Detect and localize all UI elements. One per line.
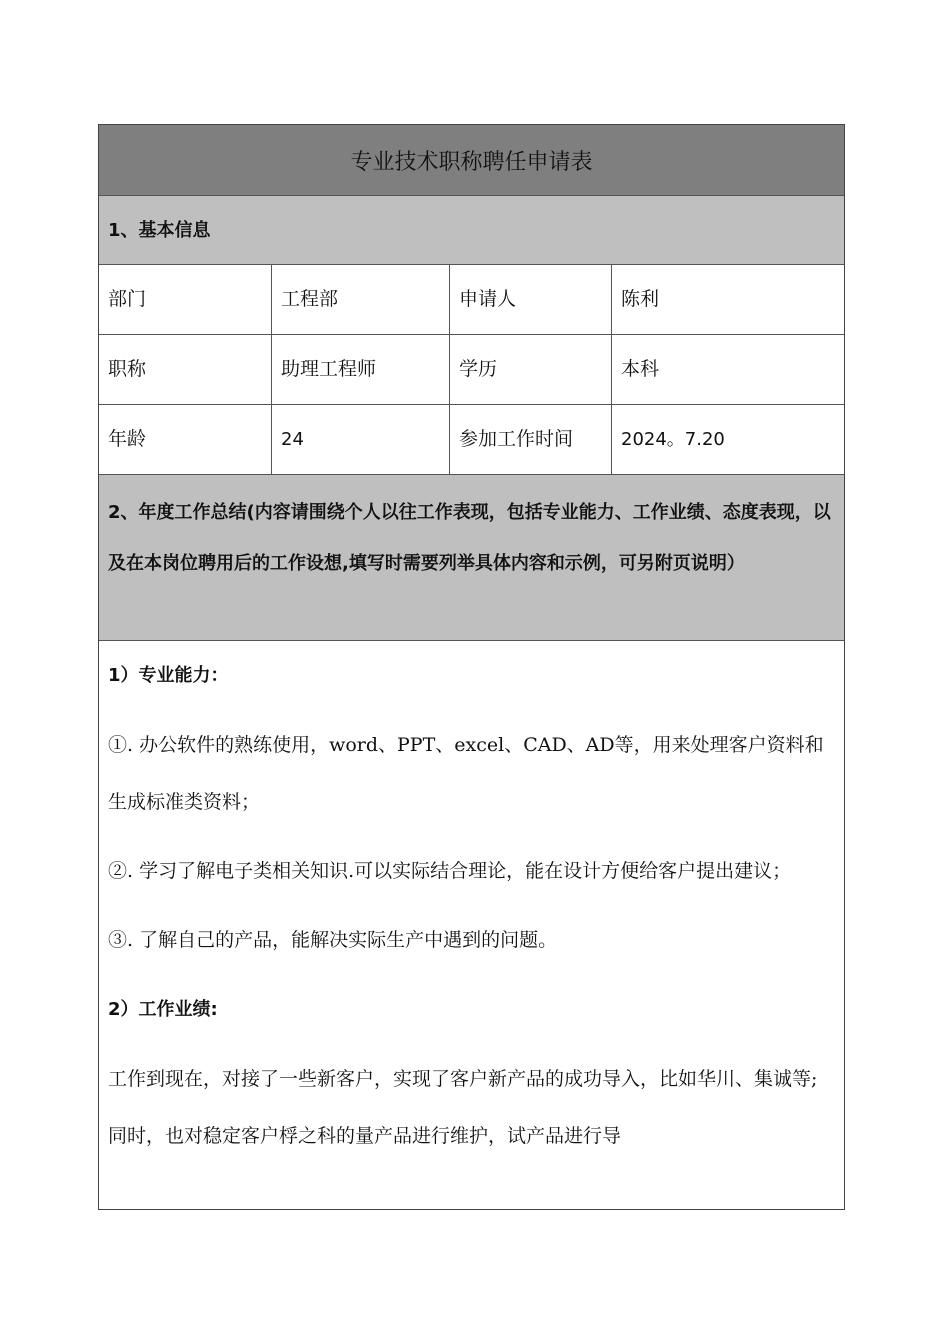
work-performance-heading: 2）工作业绩: [108, 999, 218, 1020]
section-basic-info-header [99, 195, 844, 264]
section-basic-info-heading: 1、基本信息 [108, 220, 211, 241]
label-job-title: 职称 [108, 358, 147, 380]
professional-item-1: ①. 办公软件的熟练使用，word、PPT、excel、CAD、AD等，用来处理客户资料和生成标准类资料； [108, 734, 824, 813]
value-start-date: 2024。7.20 [611, 405, 844, 474]
work-summary-body-row [99, 640, 844, 1209]
work-performance-text: 工作到现在，对接了一些新客户，实现了客户新产品的成功导入，比如华川、集诚等;同时，也对稳定客户桴之科的量产品进行维护，试产品进行导 [108, 1068, 818, 1147]
form-title-row [99, 125, 844, 195]
professional-item-2: ②. 学习了解电子类相关知识.可以实际结合理论，能在设计方便给客户提出建议； [108, 860, 792, 882]
label-age: 年龄 [108, 428, 147, 450]
info-row-department [99, 264, 844, 334]
form-title: 专业技术职称聘任申请表 [350, 149, 593, 175]
value-age: 24 [271, 405, 449, 474]
label-department: 部门 [108, 288, 147, 310]
value-applicant: 陈利 [611, 265, 844, 334]
professional-item-3: ③. 了解自己的产品，能解决实际生产中遇到的问题。 [108, 929, 558, 951]
value-education: 本科 [611, 335, 844, 404]
label-applicant: 申请人 [449, 265, 611, 334]
label-education: 学历 [449, 335, 611, 404]
application-form [98, 124, 845, 1210]
professional-ability-heading: 1）专业能力： [108, 665, 229, 686]
value-job-title: 助理工程师 [271, 335, 449, 404]
work-summary-body [99, 641, 844, 1209]
section-work-summary-header [99, 474, 844, 640]
section-work-summary-heading: 2、年度工作总结(内容请围绕个人以往工作表现，包括专业能力、工作业绩、态度表现，以及在本岗位聘用后的工作设想,填写时需要列举具体内容和示例，可另附页说明） [108, 502, 831, 574]
info-row-title [99, 334, 844, 404]
label-start-date: 参加工作时间 [449, 405, 611, 474]
info-row-age [99, 404, 844, 474]
value-department: 工程部 [271, 265, 449, 334]
